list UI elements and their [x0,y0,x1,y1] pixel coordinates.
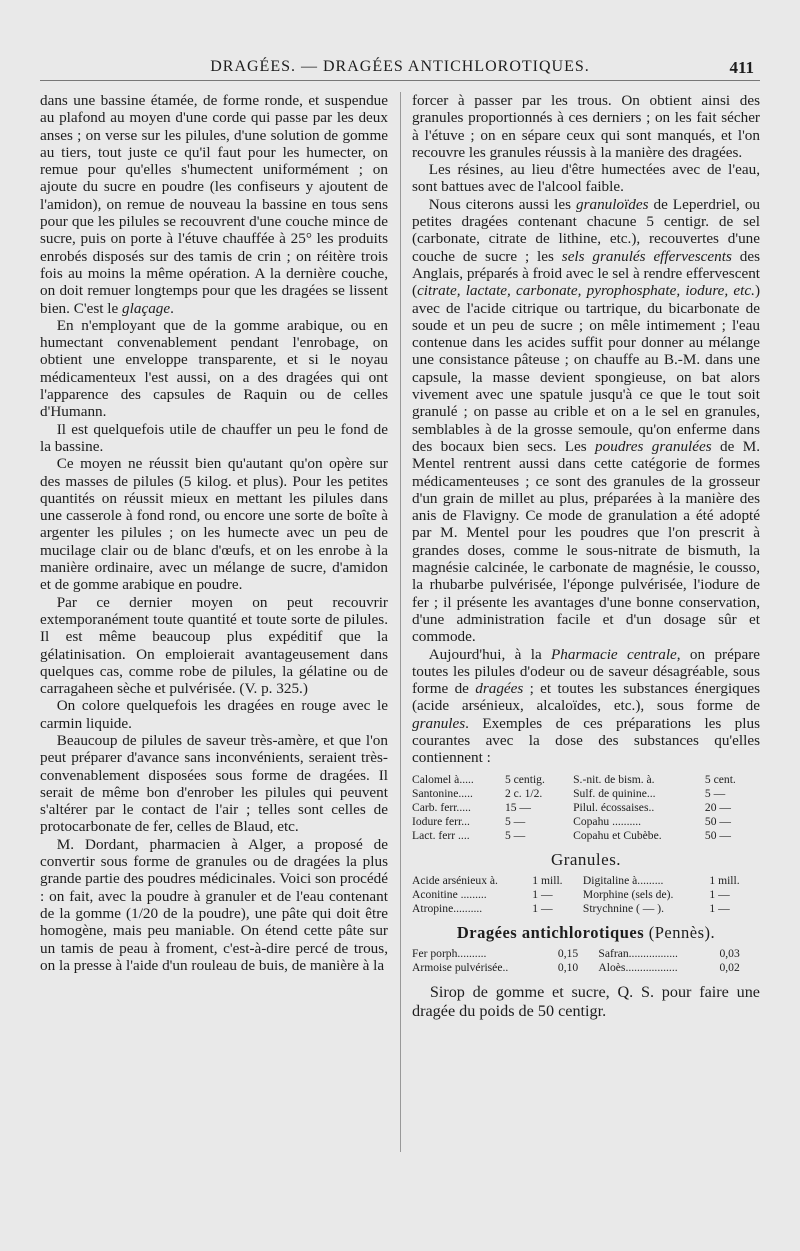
paragraph: Il est quelquefois utile de chauffer un peu le fond de la bassine. [40,420,388,455]
table-row: Calomel à..... 5 centig. S.-nit. de bism. à. 5 cent. [412,772,736,786]
table-row: Carb. ferr..... 15 — Pilul. écossaises.. 20 — [412,800,732,814]
paragraph: Beaucoup de pilules de saveur très-amère, et que l'on peut préparer d'avance sans inconvénients, seraient très-convenablement disposées sous forme de dragées. Il serait de même bon d'enrober les pilules qui peuvent s'altérer par le contact de l'air ; telles sont celles de protocarbonate de fer, celles de Blaud, etc. [40,731,388,836]
paragraph: forcer à passer par les trous. On obtient ainsi des granules proportionnés à ces derniers ; on les fait sécher à l'étuve ; on en sépare ceux qui sont manqués, et l'on recouvre les granules réussis à la manière des dragées. [412,92,760,161]
paragraph: Par ce dernier moyen on peut recouvrir extemporanément toute quantité et toute sorte de pilules. Il est même beaucoup plus expéditif que la gélatinisation. On emploierait avantageusement dans quelques cas, comme robe de pilules, la gélatine ou de carragaheen sèche et pulvérisée. (V. p. 325.) [40,593,388,698]
column-divider [400,92,401,1152]
paragraph: Ce moyen ne réussit bien qu'autant qu'on opère sur des masses de pilules (5 kilog. et plus). Pour les petites quantités on réussit mieux en mettant les pilules dans une casserole à fond rond, ou encore une sorte de boîte à argenter les pilules ; on les humecte avec un peu de mucilage clair ou de blanc d'œufs, et on les enrobe à la manière ordinaire, avec un mélange de sucre, d'amidon et de gomme arabique en poudre. [40,455,388,594]
paragraph: Aujourd'hui, à la Pharmacie centrale, on prépare toutes les pilules d'odeur ou de saveur désagréable, sous forme de dragées ; et toutes les substances énergiques (acide arsénieux, alcaloïdes, etc.), sous forme de granules. Exemples de ces préparations les plus courantes avec la dose des substances qu'elles contiennent : [412,645,760,767]
paragraph: On colore quelquefois les dragées en rouge avec le carmin liquide. [40,697,388,732]
right-column [412,92,760,1021]
running-header [40,58,760,81]
section-heading-granules: Granules. [550,849,622,869]
left-column [40,92,388,974]
table-row: Atropine.......... 1 — Strychnine ( — ). 1 — [412,901,730,915]
antichlorotic-recipe-table [412,947,760,975]
paragraph: Nous citerons aussi les granuloïdes de Leperdriel, ou petites dragées contenant chacune 5 centigr. de sel (carbonate, citrate de lithine, etc.), recouvertes d'une couche de sucre ; les sels granulés effervescents des Anglais, préparés à froid avec le sel à rendre effervescent (citrate, lactate, carbonate, pyrophosphate, iodure, etc.) avec de l'acide citrique ou tartrique, du bicarbonate de soude et un peu de sucre ; on mêle intimement ; l'eau contenue dans les acides suffit pour donner au mélange une consistance pâteuse ; on chauffe au B.-M. dans une capsule, la masse devient spongieuse, on bat alors vivement avec une spatule jusqu'à ce que le tout soit granulé ; on passe au crible et on a le sel en granules, semblables à de la grosse semoule, qu'on enferme dans des bocaux bien secs. Les poudres granulées de M. Mentel rentrent aussi dans cette catégorie de formes médicamenteuses ; ce sont des granules de la grosseur d'un grain de millet au plus, préparées à la manière des anis de Flavigny. Ce mode de granulation a été adopté par M. Mentel pour les poudres que l'on prescrit à grandes doses, comme le sous-nitrate de bismuth, la magnésie calcinée, le carbonate de magnésie, le cousso, la rhubarbe pulvérisée, l'éponge pulvérisée, l'iodure de fer ; il présente les avantages d'une bonne conservation, d'une administration facile et d'un dosage sûr et commode. [412,195,761,646]
dragees-dose-table [412,773,760,843]
table-row: Aconitine ......... 1 — Morphine (sels de). 1 — [412,887,730,901]
section-heading-dragees-antichlorotiques: Dragées antichlorotiques (Pennès). [456,922,716,942]
table-row: Lact. ferr .... 5 — Copahu et Cubèbe. 50 — [412,828,732,842]
table-row: Armoise pulvérisée.. 0,10 Aloès.................. 0,02 [412,961,740,975]
header-title: DRAGÉES. — DRAGÉES ANTICHLOROTIQUES. [210,58,590,75]
table-row: Iodure ferr... 5 — Copahu .......... 50 — [412,814,732,828]
table-row: Santonine..... 2 c. 1/2. Sulf. de quinine... 5 — [412,786,726,800]
granules-dose-table [412,874,760,916]
paragraph: M. Dordant, pharmacien à Alger, a proposé de convertir sous forme de granules ou de dragées la plus grande partie des poudres médicinales. Voici son procédé : on fait, avec la poudre à granuler et de l'eau contenant de la gomme (1/20 de la poudre), une pâte qui doit être homogène, mais peu maniable. On étend cette pâte sur un tamis de peau à froment, c'est-à-dire percé de trous, on la presse à l'aide d'un rouleau de buis, de manière à la [40,835,388,974]
closing-paragraph: Sirop de gomme et sucre, Q. S. pour faire une dragée du poids de 50 centigr. [412,983,760,1021]
paragraph: En n'employant que de la gomme arabique, ou en humectant convenablement pendant l'enrobage, on obtient une enveloppe transparente, et si le noyau médicamenteux l'est aussi, on a des dragées qui ont l'apparence des capsules de Raquin ou de celles d'Humann. [40,316,388,421]
paragraph: dans une bassine étamée, de forme ronde, et suspendue au plafond au moyen d'une corde qui passe par les deux anses ; on verse sur les pilules, d'une solution de gomme au tiers, tout juste ce qu'il faut pour les humecter, on remue pour qu'elles s'humectent uniformément ; on ajoute du sucre en poudre (les confiseurs y ajoutent de l'amidon), on remue de nouveau la bassine en tous sens pour que les pilules se recouvrent d'une couche mince de sucre, puis on porte à l'étuve chauffée à 25° les produits enrobés disposés sur des tamis de crin ; on réitère trois fois au moins la même opération. A la dernière couche, on doit remuer longtemps pour que les dragées se lissent bien. C'est le glaçage. [40,92,388,317]
page-number: 411 [729,58,754,77]
paragraph: Les résines, au lieu d'être humectées avec de l'eau, sont battues avec de l'alcool faible. [412,161,760,196]
table-row: Fer porph.......... 0,15 Safran................. 0,03 [412,947,740,961]
table-row: Acide arsénieux à. 1 mill. Digitaline à......... 1 mill. [412,873,740,887]
